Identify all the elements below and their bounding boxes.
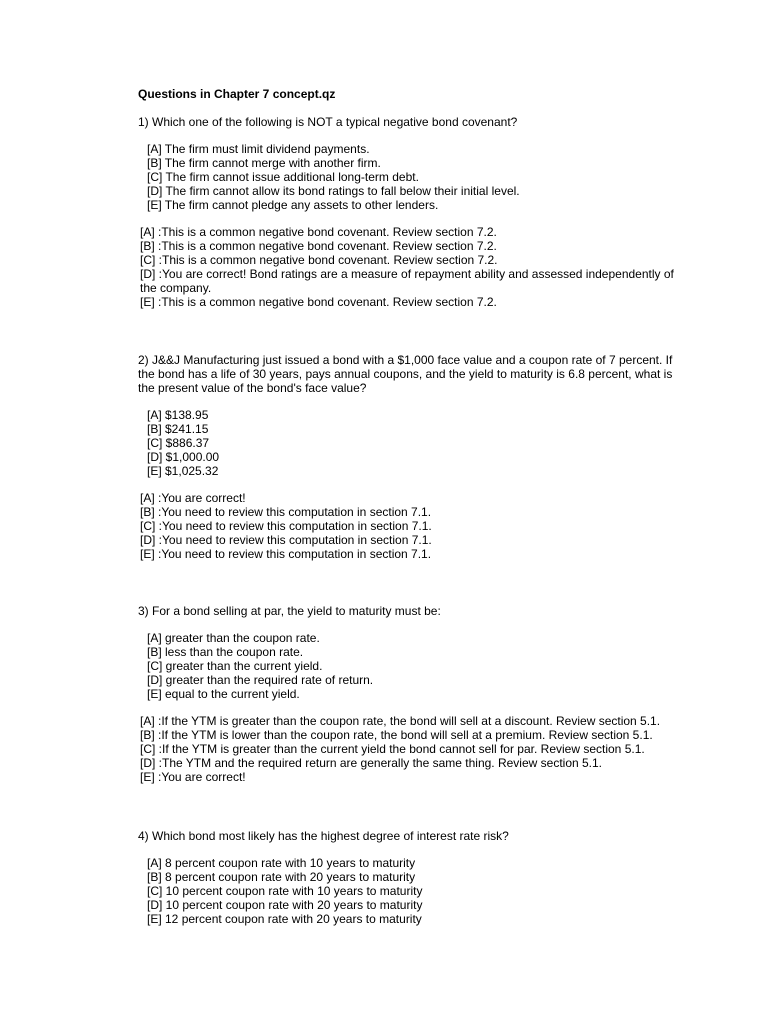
feedback-list: [140, 714, 678, 784]
feedback-item: [D] :You need to review this computation in section 7.1.: [140, 533, 432, 547]
answer-option: [E] The firm cannot pledge any assets to other lenders.: [147, 198, 439, 212]
feedback-item: [B] :You need to review this computation in section 7.1.: [140, 505, 432, 519]
answer-option: [B] $241.15: [147, 422, 209, 436]
answer-option: [A] greater than the coupon rate.: [147, 631, 320, 645]
question-stem: 2) J&&J Manufacturing just issued a bond with a $1,000 face value and a coupon rate of 7 percent. If the bond has a life of 30 years, pays annual coupons, and the yield to maturity is 6.8 percent, what is the present value of the bond's face value?: [138, 353, 673, 395]
answer-option: [C] The firm cannot issue additional long-term debt.: [147, 170, 419, 184]
question-stem: 4) Which bond most likely has the highest degree of interest rate risk?: [138, 829, 509, 843]
answer-option: [B] 8 percent coupon rate with 20 years to maturity: [147, 870, 416, 884]
answer-option: [E] 12 percent coupon rate with 20 years to maturity: [147, 912, 422, 926]
feedback-item: [D] :The YTM and the required return are generally the same thing. Review section 5.1.: [140, 756, 603, 770]
answer-options: [147, 631, 678, 701]
feedback-list: [140, 225, 678, 309]
question-2: [138, 353, 678, 561]
feedback-item: [E] :You need to review this computation in section 7.1.: [140, 547, 432, 561]
feedback-list: [140, 491, 678, 561]
answer-option: [E] $1,025.32: [147, 464, 219, 478]
answer-options: [147, 142, 678, 212]
question-4: [138, 829, 678, 926]
feedback-item: [C] :This is a common negative bond covenant. Review section 7.2.: [140, 253, 498, 267]
answer-options: [147, 856, 678, 926]
answer-option: [D] The firm cannot allow its bond ratings to fall below their initial level.: [147, 184, 520, 198]
answer-option: [B] less than the coupon rate.: [147, 645, 304, 659]
answer-option: [A] The firm must limit dividend payments.: [147, 142, 370, 156]
answer-option: [B] The firm cannot merge with another firm.: [147, 156, 381, 170]
answer-option: [C] 10 percent coupon rate with 10 years to maturity: [147, 884, 423, 898]
answer-option: [C] greater than the current yield.: [147, 659, 323, 673]
feedback-item: [B] :This is a common negative bond covenant. Review section 7.2.: [140, 239, 497, 253]
feedback-item: [E] :This is a common negative bond covenant. Review section 7.2.: [140, 295, 497, 309]
feedback-item: [C] :If the YTM is greater than the current yield the bond cannot sell for par. Review section 5.1.: [140, 742, 645, 756]
feedback-item: [E] :You are correct!: [140, 770, 246, 784]
answer-option: [A] $138.95: [147, 408, 209, 422]
question-1: [138, 115, 678, 309]
feedback-item: [A] :If the YTM is greater than the coupon rate, the bond will sell at a discount. Review section 5.1.: [140, 714, 661, 728]
feedback-item: [C] :You need to review this computation in section 7.1.: [140, 519, 432, 533]
answer-option: [C] $886.37: [147, 436, 210, 450]
feedback-item: [B] :If the YTM is lower than the coupon rate, the bond will sell at a premium. Review section 5.1.: [140, 728, 653, 742]
feedback-item: [A] :You are correct!: [140, 491, 246, 505]
question-3: [138, 604, 678, 784]
answer-option: [A] 8 percent coupon rate with 10 years to maturity: [147, 856, 416, 870]
feedback-item: [D] :You are correct! Bond ratings are a measure of repayment ability and assessed independently of the company.: [140, 267, 674, 295]
feedback-item: [A] :This is a common negative bond covenant. Review section 7.2.: [140, 225, 497, 239]
question-stem: 3) For a bond selling at par, the yield to maturity must be:: [138, 604, 441, 618]
document-title: Questions in Chapter 7 concept.qz: [138, 87, 336, 101]
question-stem: 1) Which one of the following is NOT a typical negative bond covenant?: [138, 115, 518, 129]
answer-option: [E] equal to the current yield.: [147, 687, 300, 701]
answer-option: [D] 10 percent coupon rate with 20 years to maturity: [147, 898, 423, 912]
answer-option: [D] $1,000.00: [147, 450, 220, 464]
answer-options: [147, 408, 678, 478]
answer-option: [D] greater than the required rate of return.: [147, 673, 374, 687]
